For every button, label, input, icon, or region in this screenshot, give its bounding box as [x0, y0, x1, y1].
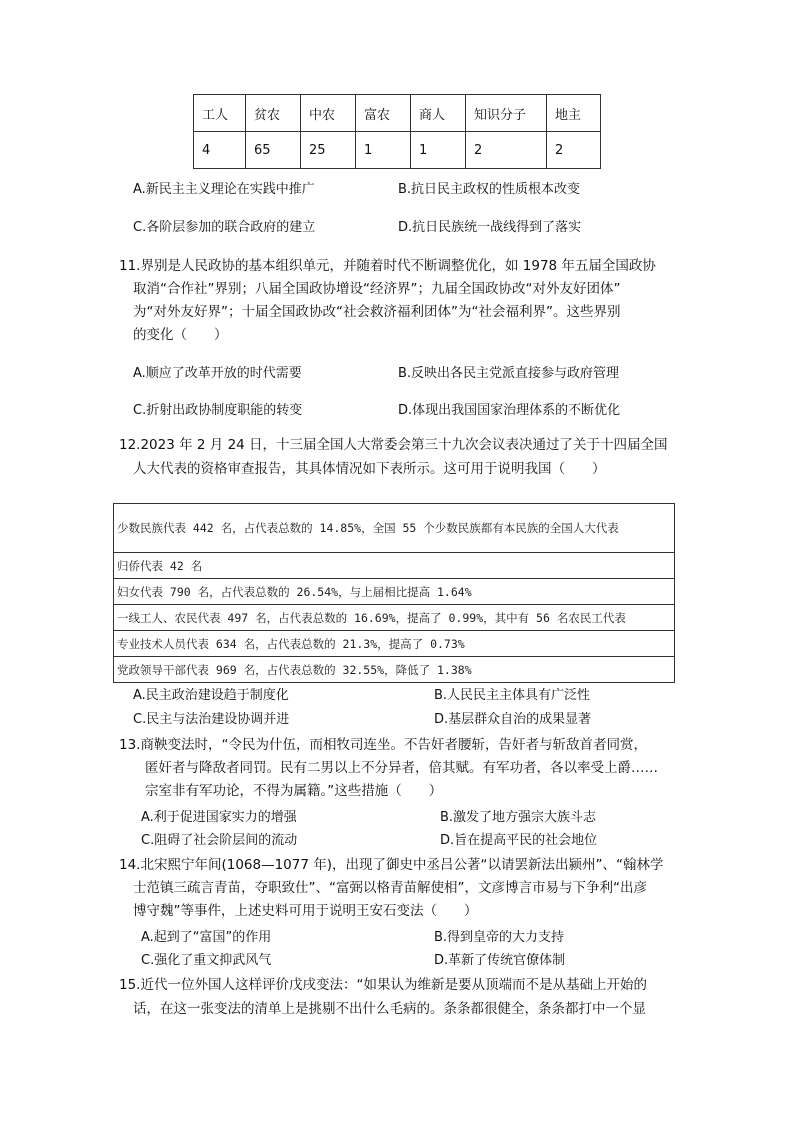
- q11-line-3: 为“对外友好界”；十届全国政协改“社会救济福利团体”为“社会福利界”。这些界别: [133, 304, 621, 320]
- table-cell: 65: [246, 132, 301, 169]
- q12-option-c: C.民主与法治建设协调并进: [133, 712, 290, 727]
- table-header-cell: 富农: [356, 95, 411, 132]
- table-cell: 25: [301, 132, 356, 169]
- table-row: [114, 579, 675, 605]
- table-cell: 2: [466, 132, 547, 169]
- q13-line-3: 宗室非有军功论，不得为属籍。”这些措施（ ）: [145, 783, 443, 799]
- q13-line-1: 13.商鞅变法时，“令民为什伍，而相牧司连坐。不告奸者腰斩，告奸者与斩敌首者同赏，: [119, 737, 647, 753]
- class-composition-table: [193, 94, 601, 169]
- table-cell: 4: [194, 132, 246, 169]
- q14-option-d: D.革新了传统官僚体制: [434, 953, 566, 968]
- table-row: [194, 132, 601, 169]
- table-header-cell: 知识分子: [466, 95, 547, 132]
- table-cell: 妇女代表 790 名，占代表总数的 26.54%，与上届相比提高 1.64%: [114, 579, 675, 605]
- table-row: [114, 631, 675, 657]
- q12-option-a: A.民主政治建设趋于制度化: [133, 688, 289, 703]
- q10-option-c: C.各阶层参加的联合政府的建立: [133, 220, 316, 235]
- q13-line-2: 匿奸者与降敌者同罚。民有二男以上不分异者，倍其赋。有军功者，各以率受上爵……: [145, 760, 658, 776]
- q11-line-2: 取消“合作社”界别；八届全国政协增设“经济界”；九届全国政协改“对外友好团体”: [133, 281, 621, 297]
- table-row: [114, 657, 675, 683]
- table-cell: 归侨代表 42 名: [114, 553, 675, 579]
- q14-line-1: 14.北宋熙宁年间(1068—1077 年)，出现了御史中丞吕公著“以请罢新法出颍州”、“翰林学: [119, 857, 664, 873]
- q13-option-c: C.阻碍了社会阶层间的流动: [141, 833, 298, 848]
- table-header-row: [194, 95, 601, 132]
- table-cell: 1: [356, 132, 411, 169]
- q14-option-c: C.强化了重文抑武风气: [141, 953, 272, 968]
- table-cell: 少数民族代表 442 名，占代表总数的 14.85%，全国 55 个少数民族都有本民族的全国人大代表: [114, 504, 675, 553]
- q12-option-d: D.基层群众自治的成果显著: [434, 712, 592, 727]
- table-header-cell: 工人: [194, 95, 246, 132]
- table-row: [114, 605, 675, 631]
- table-header-cell: 地主: [547, 95, 601, 132]
- table-header-cell: 贫农: [246, 95, 301, 132]
- table-cell: 1: [411, 132, 466, 169]
- table-cell: 专业技术人员代表 634 名，占代表总数的 21.3%，提高了 0.73%: [114, 631, 675, 657]
- q11-option-b: B.反映出各民主党派直接参与政府管理: [398, 366, 620, 381]
- q12-line-1: 12.2023 年 2 月 24 日，十三届全国人大常委会第三十九次会议表决通过了关于十四届全国: [119, 437, 668, 453]
- table-header-cell: 中农: [301, 95, 356, 132]
- q12-line-2: 人大代表的资格审查报告，其具体情况如下表所示。这可用于说明我国（ ）: [133, 461, 606, 477]
- q11-option-c: C.折射出政协制度职能的转变: [133, 403, 303, 418]
- q11-option-d: D.体现出我国国家治理体系的不断优化: [398, 403, 621, 418]
- q14-option-a: A.起到了“富国”的作用: [141, 930, 272, 945]
- q14-line-2: 士范镇三疏言青苗，夺职致仕”、“富弼以格青苗解使相”，文彦博言市易与下争利“出彦: [133, 880, 647, 896]
- table-cell: 2: [547, 132, 601, 169]
- table-row: [114, 504, 675, 553]
- q11-line-1: 11.界别是人民政协的基本组织单元，并随着时代不断调整优化，如 1978 年五届全国政协: [119, 258, 656, 274]
- q13-option-a: A.利于促进国家实力的增强: [141, 810, 297, 825]
- q11-option-a: A.顺应了改革开放的时代需要: [133, 366, 302, 381]
- table-row: [114, 553, 675, 579]
- q10-option-d: D.抗日民族统一战线得到了落实: [398, 220, 582, 235]
- q11-line-4: 的变化（ ）: [133, 327, 228, 343]
- q13-option-d: D.旨在提高平民的社会地位: [440, 833, 598, 848]
- q15-line-1: 15.近代一位外国人这样评价戊戌变法：“如果认为维新是要从顶端而不是从基础上开始的: [119, 977, 647, 993]
- npc-deputies-table: [113, 503, 675, 683]
- q10-option-b: B.抗日民主政权的性质根本改变: [398, 182, 581, 197]
- q14-option-b: B.得到皇帝的大力支持: [434, 930, 565, 945]
- q10-option-a: A.新民主主义理论在实践中推广: [133, 182, 315, 197]
- q15-line-2: 话，在这一张变法的清单上是挑剔不出什么毛病的。条条都很健全，条条都打中一个显: [133, 1001, 646, 1017]
- table-cell: 党政领导干部代表 969 名，占代表总数的 32.55%，降低了 1.38%: [114, 657, 675, 683]
- q12-option-b: B.人民民主主体具有广泛性: [434, 688, 591, 703]
- table-header-cell: 商人: [411, 95, 466, 132]
- table-cell: 一线工人、农民代表 497 名，占代表总数的 16.69%，提高了 0.99%，其中有 56 名农民工代表: [114, 605, 675, 631]
- q14-line-3: 博守魏”等事件，上述史料可用于说明王安石变法（ ）: [133, 903, 478, 919]
- q13-option-b: B.激发了地方强宗大族斗志: [440, 810, 597, 825]
